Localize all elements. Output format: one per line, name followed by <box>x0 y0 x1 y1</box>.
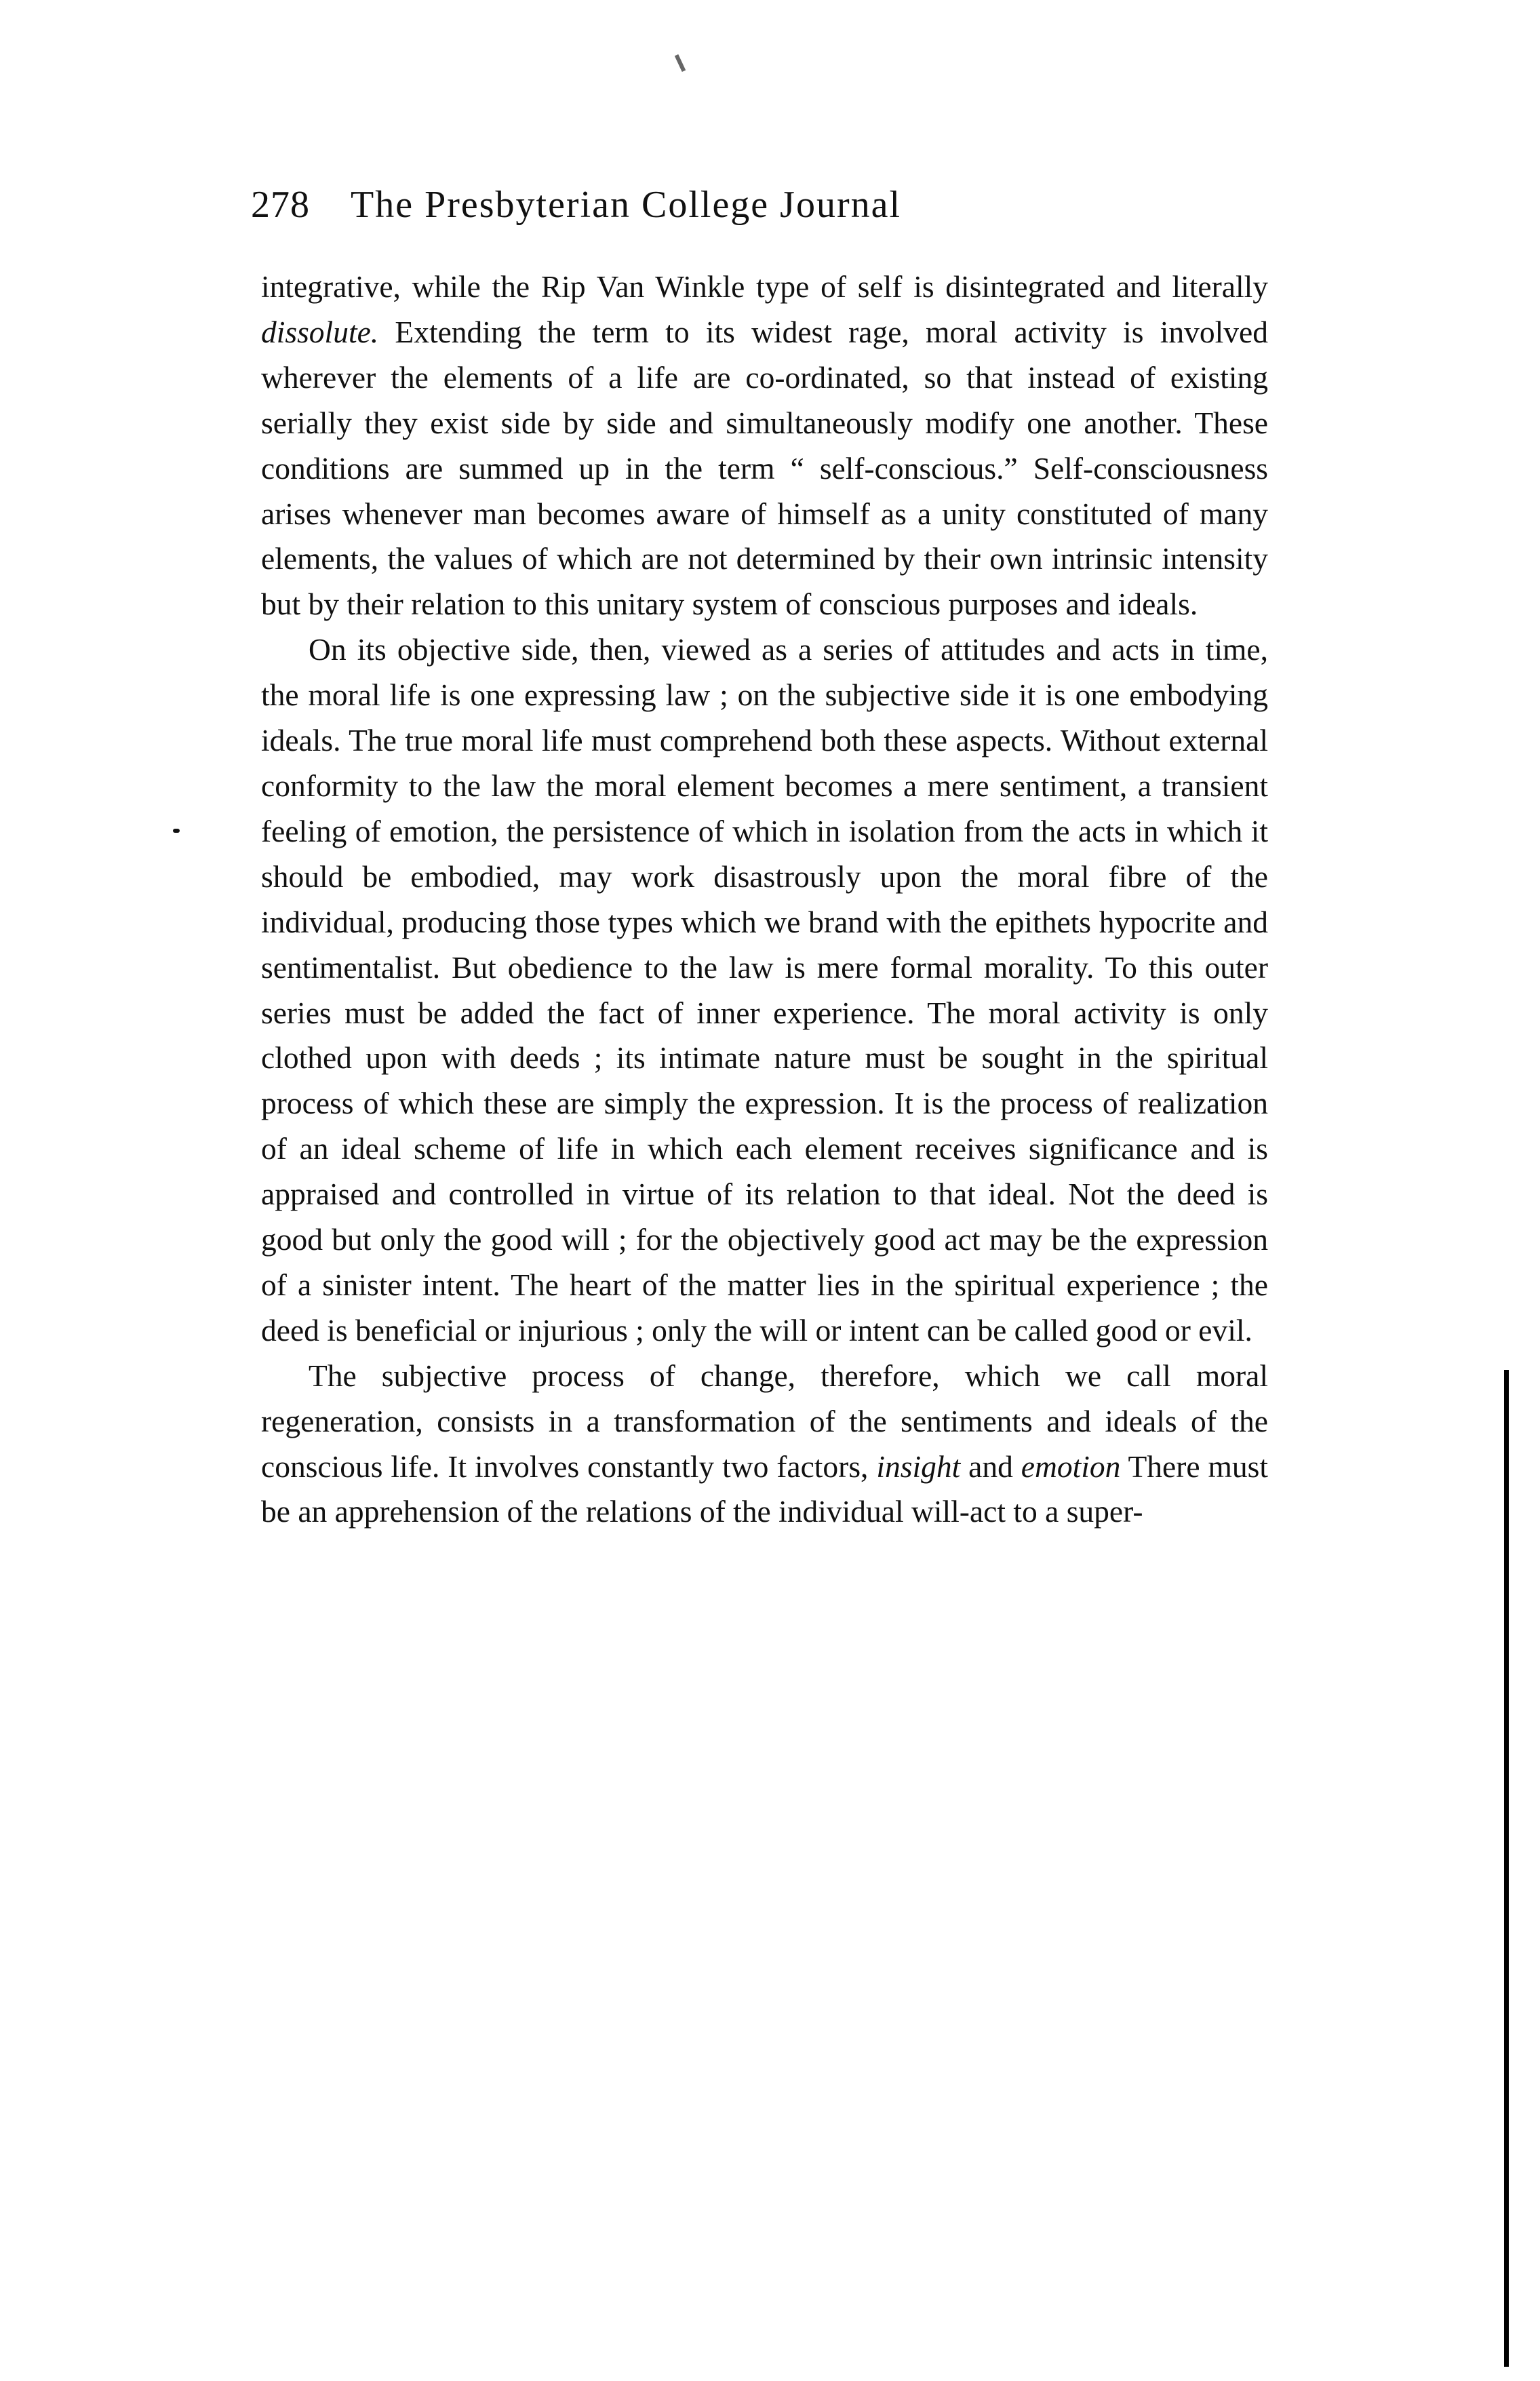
paragraph-3-text-b: There must be an apprehension of the relations of the individual will-act to a super- <box>261 1449 1268 1529</box>
paragraph-3-text-a: The subjective process of change, therefore, which we call moral regeneration, consists in a transformation of the sentiments and ideals of the conscious life. It involves constantly two factors, <box>261 1358 1268 1484</box>
margin-ink-dot <box>173 829 180 833</box>
paragraph-3 <box>261 1354 1268 1535</box>
page-number: 278 <box>251 184 310 226</box>
paragraph-3-italic-emotion: emotion <box>1021 1449 1121 1484</box>
paragraph-1-italic: dissolute. <box>261 314 379 349</box>
paragraph-3-italic-insight: insight <box>876 1449 961 1484</box>
paragraph-3-text-mid: and <box>960 1449 1021 1484</box>
page-edge-line <box>1504 1370 1509 2367</box>
running-title: The Presbyterian College Journal <box>351 184 902 226</box>
body-text <box>261 264 1268 1535</box>
paragraph-1 <box>261 264 1268 627</box>
paragraph-1-text-a: integrative, while the Rip Van Winkle type of self is disintegrated and literally <box>261 269 1268 304</box>
page-header <box>251 183 1268 244</box>
ink-mark <box>675 54 686 72</box>
paragraph-1-text-b: Extending the term to its widest rage, moral activity is involved wherever the elements of a life are co-ordinated, so that instead of existing serially they exist side by side and simultaneously modify one another. These conditions are summed up in the term “ self-conscious.” Self-consciousness arises whenever man becomes aware of himself as a unity constituted of many elements, the values of which are not determined by their own intrinsic intensity but by their relation to this unitary system of conscious purposes and ideals. <box>261 314 1268 622</box>
paragraph-2: On its objective side, then, viewed as a series of attitudes and acts in time, the moral life is one expressing law ; on the subjective side it is one embodying ideals. The true moral life must comprehend both these aspects. Without external conformity to the law the moral element becomes a mere sentiment, a transient feeling of emotion, the persistence of which in isolation from the acts in which it should be embodied, may work disastrously upon the moral fibre of the individual, producing those types which we brand with the epithets hypocrite and sentimentalist. But obedience to the law is mere formal morality. To this outer series must be added the fact of inner experience. The moral activity is only clothed upon with deeds ; its intimate nature must be sought in the spiritual process of which these are simply the expression. It is the process of realization of an ideal scheme of life in which each element receives significance and is appraised and controlled in virtue of its relation to that ideal. Not the deed is good but only the good will ; for the objectively good act may be the expression of a sinister intent. The heart of the matter lies in the spiritual experience ; the deed is beneficial or injurious ; only the will or intent can be called good or evil. <box>261 632 1268 1347</box>
